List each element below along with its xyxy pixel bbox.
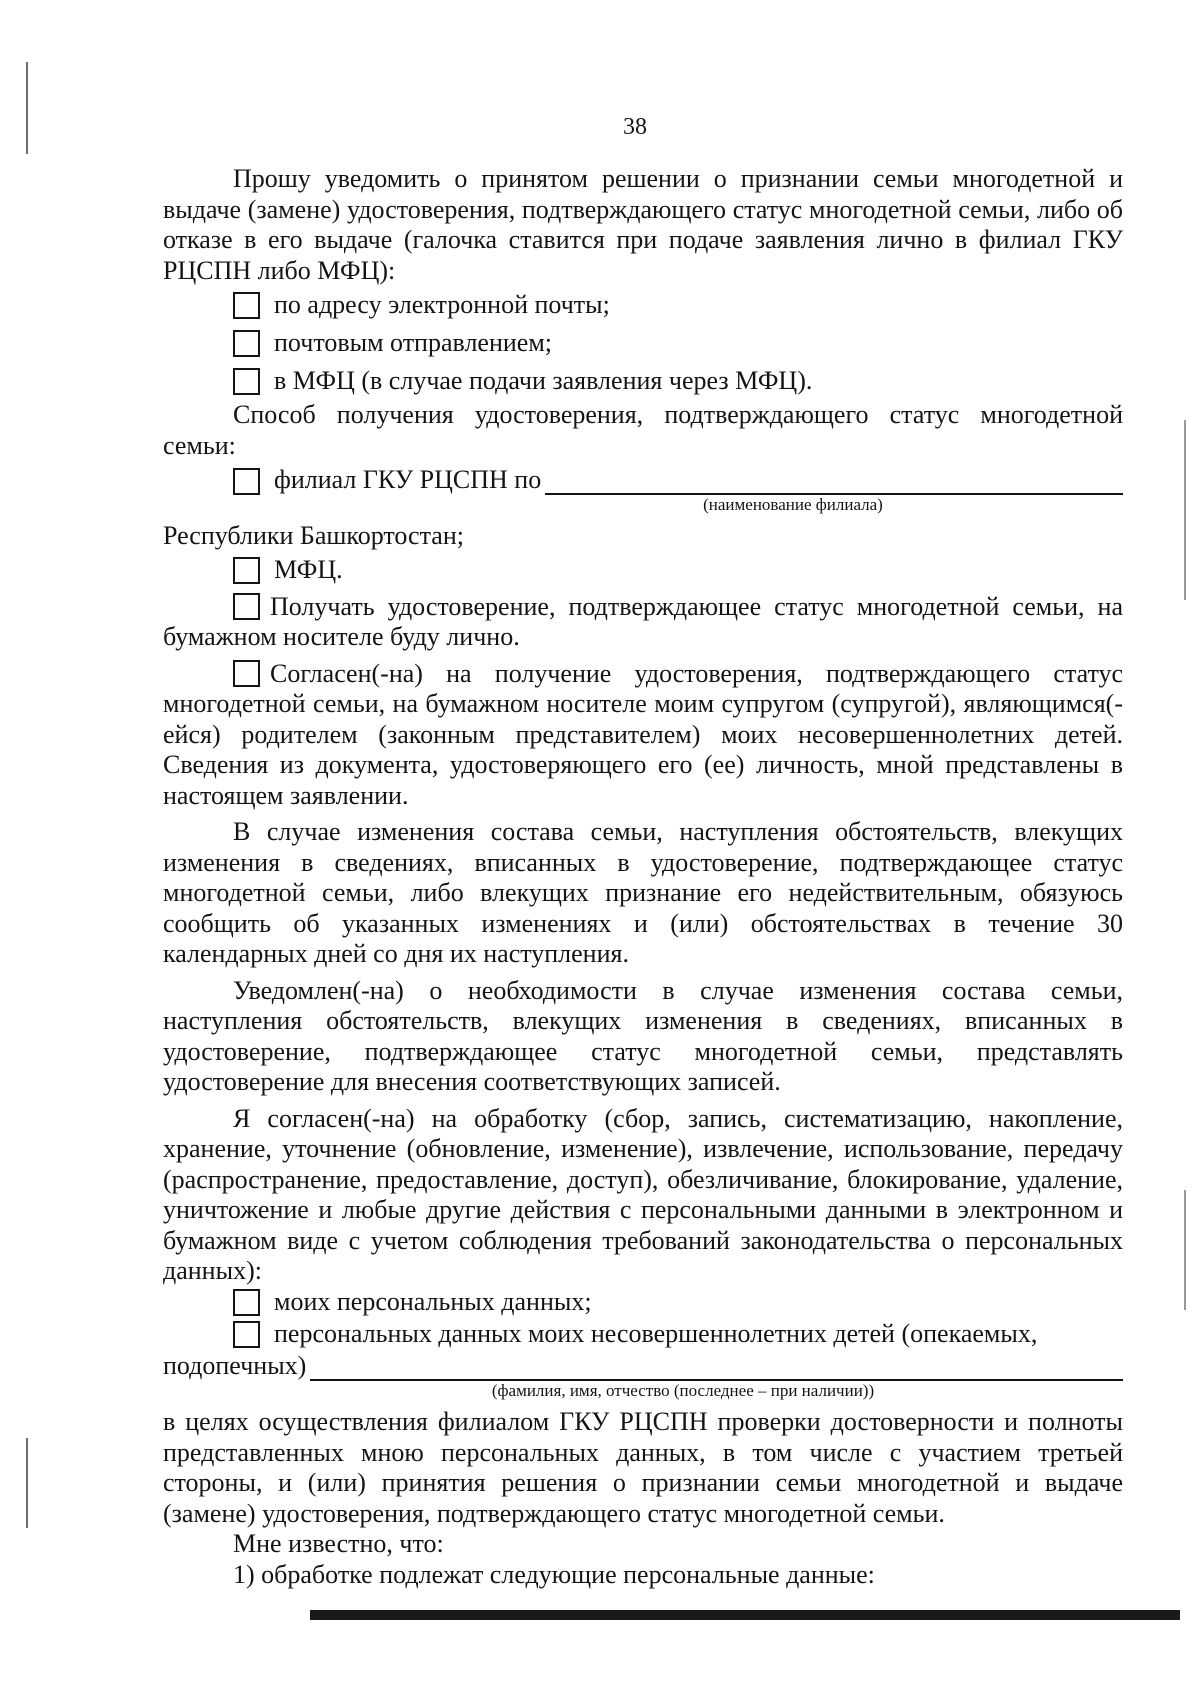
receipt-paper-personal [163,592,1123,653]
consent-option-own[interactable] [233,1287,1123,1319]
page-bottom-rule [310,1610,1180,1620]
notify-option-email[interactable] [233,286,1123,324]
checkbox-icon[interactable] [233,1321,260,1348]
option-label: филиал ГКУ РЦСПН по [274,464,542,494]
obligation-paragraph: В случае изменения состава семьи, наступления обстоятельств, влекущих изменения в сведениях, вписанных в удостоверение, подтверждающее статус многодетной семьи, либо влекущих признание его недействительным, обязуюсь сообщить об указанных изменениях и (или) обстоятельствах в течение 30 календарных дней со дня их наступления. [163,817,1123,968]
receipt-option-branch[interactable] [233,461,1123,495]
branch-suffix: Республики Башкортостан; [163,521,464,550]
option-label: в МФЦ (в случае подачи заявления через МФЦ). [274,365,813,395]
checkbox-icon[interactable] [233,557,260,584]
option-label: почтовым отправлением; [274,327,553,357]
consent-intro: Я согласен(-на) на обработку (сбор, запись, систематизацию, накопление, хранение, уточнение (обновление, изменение), извлечение, использование, передачу (распространение, предоставление, доступ), обезличивание, блокирование, удаление, уничтожение и любые другие действия с персональными данными в электронном и бумажном виде с учетом соблюдения требований законодательства о персональных данных): [163,1103,1123,1285]
document-body [163,164,1123,1590]
option-label: по адресу электронной почты; [274,289,610,319]
name-caption: (фамилия, имя, отчество (последнее – при наличии)) [491,1381,875,1400]
checkbox-icon[interactable] [233,1289,260,1316]
known-item-1: 1) обработке подлежат следующие персональные данные: [233,1559,875,1589]
notified-paragraph: Уведомлен(-на) о необходимости в случае изменения состава семьи, наступления обстоятельств, влекущих изменения в сведениях, вписанных в удостоверение, подтверждающее статус многодетной семьи, представлять удостоверение для внесения соответствующих записей. [163,975,1123,1096]
spouse-consent-text: Согласен(-на) на получение удостоверения, подтверждающего статус многодетной семьи, на бумажном носителе моим супругом (супругой), являющимся(-ейся) родителем (законным представителем) моих несовершеннолетних детей. Сведения из документа, удостоверяющего его (ее) личность, мной представлены в настоящем заявлении. [163,658,1123,810]
scan-edge-mark [26,1438,28,1528]
checkbox-icon[interactable] [233,330,260,357]
branch-name-field[interactable] [545,467,1123,495]
paper-personal-text: Получать удостоверение, подтверждающее статус многодетной семьи, на бумажном носителе буду лично. [163,591,1123,651]
option-label: персональных данных моих несовершеннолетних детей (опекаемых, [274,1319,1038,1349]
checkbox-icon[interactable] [233,660,260,687]
receipt-spouse-consent [163,659,1123,812]
checkbox-icon[interactable] [233,593,260,620]
notify-option-post[interactable] [233,324,1123,362]
known-intro: Мне известно, что: [233,1529,444,1558]
branch-caption: (наименование филиала) [703,495,883,514]
notify-option-mfc[interactable] [233,362,1123,400]
checkbox-icon[interactable] [233,468,260,495]
children-name-field[interactable] [310,1353,1123,1381]
children-cont-label: подопечных) [163,1350,307,1380]
option-label: МФЦ. [274,555,343,585]
consent-option-children[interactable] [233,1319,1123,1351]
notify-intro: Прошу уведомить о принятом решении о признании семьи многодетной и выдаче (замене) удостоверения, подтверждающего статус многодетной семьи, либо об отказе в его выдаче (галочка ставится при подаче заявления лично в филиал ГКУ РЦСПН либо МФЦ): [163,164,1123,285]
option-label: моих персональных данных; [274,1287,592,1317]
receipt-intro: Способ получения удостоверения, подтверждающего статус многодетной семьи: [163,400,1123,460]
checkbox-icon[interactable] [233,368,260,395]
checkbox-icon[interactable] [233,292,260,319]
scan-edge-mark [1184,420,1186,600]
page-number: 38 [623,114,647,140]
receipt-option-mfc[interactable] [233,552,1123,590]
scan-edge-mark [1184,1190,1186,1310]
children-name-line [163,1351,1123,1382]
consent-purpose: в целях осуществления филиалом ГКУ РЦСПН проверки достоверности и полноты представленных мною персональных данных, в том числе с участием третьей стороны, и (или) принятия решения о признании семьи многодетной и выдаче (замене) удостоверения, подтверждающего статус многодетной семьи. [163,1407,1123,1528]
